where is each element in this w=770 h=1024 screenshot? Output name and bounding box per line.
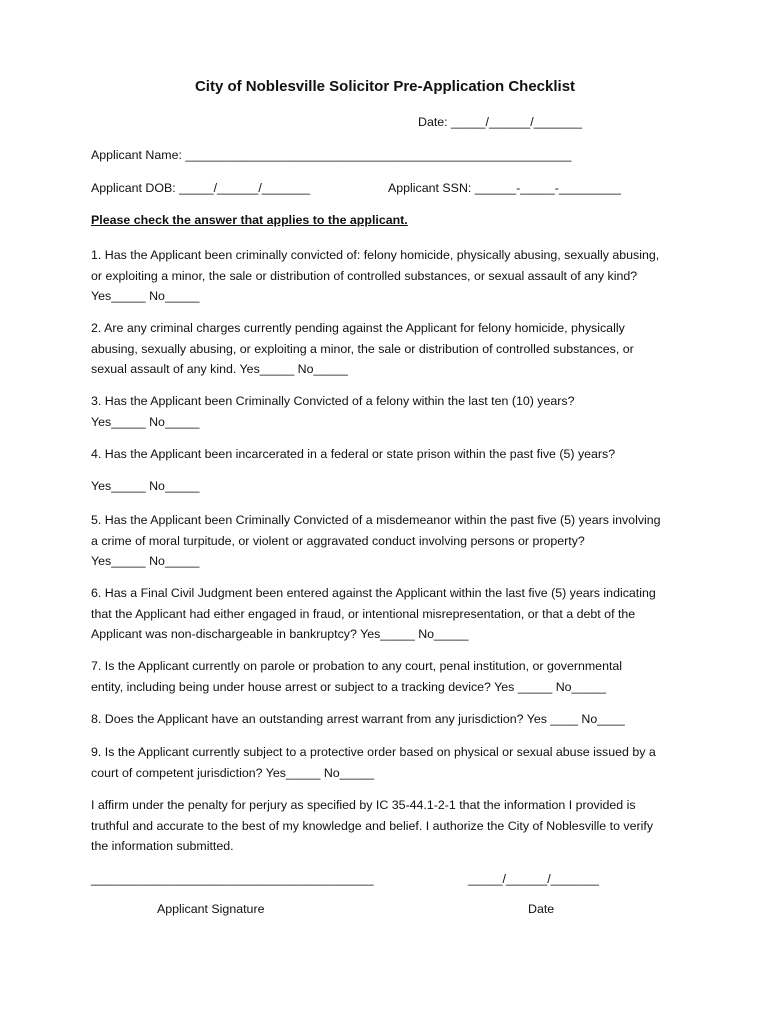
question-9-line-1: 9. Is the Applicant currently subject to a protective order based on physical or sexual abuse issued by a: [91, 745, 656, 759]
question-1: [91, 245, 691, 307]
date-field[interactable]: Date: _____/______/_______: [418, 115, 582, 129]
date-label: Date: [528, 902, 555, 916]
question-4-line-1: 4. Has the Applicant been incarcerated in a federal or state prison within the past five (5) years?: [91, 447, 616, 461]
question-7-line-2-answer[interactable]: entity, including being under house arrest or subject to a tracking device? Yes _____ No_____: [91, 679, 607, 694]
question-6-line-1: 6. Has a Final Civil Judgment been entered against the Applicant within the last five (5) years indicating: [91, 586, 656, 600]
question-5-line-2: a crime of moral turpitude, or violent or aggravated conduct involving persons or property?: [91, 533, 585, 548]
question-6-line-3-answer[interactable]: Applicant was non-dischargeable in bankruptcy? Yes_____ No_____: [91, 627, 469, 641]
question-5-line-1: 5. Has the Applicant been Criminally Convicted of a misdemeanor within the past five (5) years involving: [91, 513, 661, 527]
question-6: [91, 583, 691, 645]
question-2-line-3-answer[interactable]: sexual assault of any kind. Yes_____ No_____: [91, 362, 348, 376]
affirmation-line-3: the information submitted.: [91, 839, 234, 853]
affirmation-line-1: I affirm under the penalty for perjury as specified by IC 35-44.1-2-1 that the information I provided is: [91, 798, 636, 812]
affirmation-line-2: truthful and accurate to the best of my knowledge and belief. I authorize the City of Noblesville to verify: [91, 818, 654, 833]
question-8-line-1-answer[interactable]: 8. Does the Applicant have an outstanding arrest warrant from any jurisdiction? Yes ____ No____: [91, 712, 625, 726]
question-6-line-2: that the Applicant had either engaged in fraud, or intentional misrepresentation, or that a debt of the: [91, 606, 636, 621]
signature-line[interactable]: _________________________________________: [91, 872, 374, 886]
question-1-line-2: or exploiting a minor, the sale or distribution of controlled substances, or sexual assault of any kind?: [91, 268, 638, 283]
question-4: [91, 444, 691, 465]
question-8: [91, 709, 691, 730]
question-5-answer[interactable]: Yes_____ No_____: [91, 554, 200, 568]
instruction-heading: Please check the answer that applies to the applicant.: [91, 213, 408, 227]
question-9: [91, 742, 691, 783]
question-4-answer[interactable]: Yes_____ No_____: [91, 479, 200, 493]
question-9-line-2-answer[interactable]: court of competent jurisdiction? Yes_____ No_____: [91, 765, 375, 780]
question-2-line-1: 2. Are any criminal charges currently pending against the Applicant for felony homicide, physically: [91, 321, 625, 335]
question-2: [91, 318, 691, 380]
applicant-name-field[interactable]: Applicant Name: ________________________________________________________: [91, 148, 572, 162]
question-1-line-1: 1. Has the Applicant been criminally convicted of: felony homicide, physically abusing, sexually abusing,: [91, 248, 660, 262]
signature-date-line[interactable]: _____/______/_______: [468, 872, 599, 886]
applicant-ssn-field[interactable]: Applicant SSN: ______-_____-_________: [388, 181, 621, 195]
question-2-line-2: abusing, sexually abusing, or exploiting a minor, the sale or distribution of controlled substances, or: [91, 341, 634, 356]
question-7-line-1: 7. Is the Applicant currently on parole or probation to any court, penal institution, or governmental: [91, 659, 623, 673]
affirmation-paragraph: [91, 795, 691, 857]
applicant-signature-label: Applicant Signature: [157, 902, 265, 916]
applicant-dob-field[interactable]: Applicant DOB: _____/______/_______: [91, 181, 311, 195]
page-title: City of Noblesville Solicitor Pre-Application Checklist: [194, 78, 576, 95]
question-7: [91, 656, 691, 697]
question-1-answer[interactable]: Yes_____ No_____: [91, 289, 200, 303]
question-3-line-1: 3. Has the Applicant been Criminally Convicted of a felony within the last ten (10) years?: [91, 394, 575, 408]
question-3-answer[interactable]: Yes_____ No_____: [91, 414, 200, 429]
question-3: [91, 391, 691, 432]
question-5: [91, 510, 691, 572]
